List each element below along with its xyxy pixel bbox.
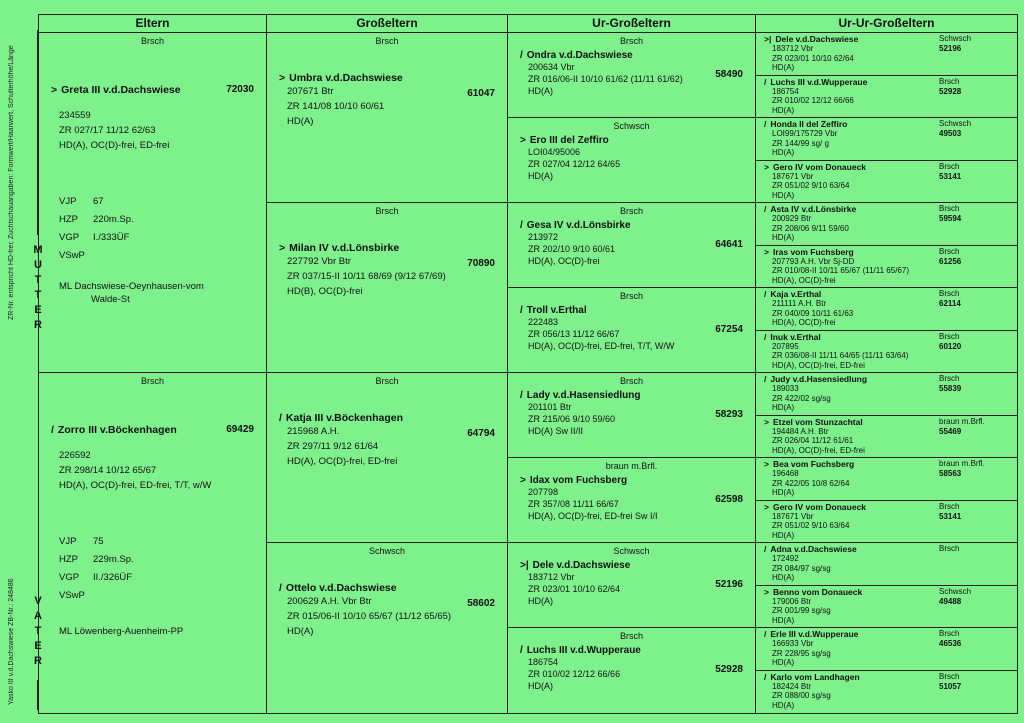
side-letter: T — [34, 625, 42, 637]
link-arrow-icon: / — [520, 645, 523, 656]
grandparent — [267, 33, 508, 203]
detail-line: ZR 010/02 12/12 66/66 — [772, 96, 854, 105]
registry-number: 58293 — [715, 409, 743, 420]
detail-line: 182424 Btr — [772, 681, 812, 691]
detail-line: 200929 Btr — [772, 214, 812, 223]
detail-line: ZR 088/00 sg/sg — [772, 691, 831, 700]
link-arrow-icon: > — [764, 161, 769, 172]
detail-line: ZR 016/06-II 10/10 61/62 (11/11 61/62) — [528, 74, 683, 84]
trial-row — [59, 587, 134, 605]
detail-line: 201101 Btr — [528, 402, 572, 412]
detail-line: 207793 A.H. Vbr Sj-DD — [772, 256, 855, 266]
trial-name: VJP — [59, 536, 77, 547]
detail-line: 166933 Vbr — [772, 639, 814, 648]
coat-color: Schwsch — [939, 119, 972, 128]
side-note-bottom: Yasko III v.d.Dachswiese ZB-Nr.: 248486 — [8, 578, 15, 705]
trial-name: VSwP — [59, 250, 85, 261]
side-letter: R — [34, 319, 42, 331]
detail-line: HD(A), OC(D)-frei, ED-frei — [59, 140, 170, 151]
trial-name: VGP — [59, 232, 80, 243]
link-arrow-icon: > — [764, 459, 769, 469]
great-great-grandparent — [756, 628, 1017, 671]
detail-line: ZR 051/02 9/10 63/64 — [772, 181, 850, 190]
trial-value: II./326ÜF — [93, 572, 133, 583]
dog-name — [520, 305, 755, 316]
dog-name — [520, 390, 755, 401]
great-great-grandparent — [756, 76, 1017, 119]
trial-name: HZP — [59, 214, 78, 225]
dog-name-text: Umbra v.d.Dachswiese — [289, 72, 403, 84]
dog-name — [520, 645, 755, 656]
detail-line: HD(A), OC(D)-frei, ED-frei Sw I/I — [528, 511, 658, 521]
coat-color: Brsch — [619, 376, 643, 386]
registry-number: 62114 — [939, 299, 961, 308]
dog-name-text: Karlo vom Landhagen — [770, 671, 860, 682]
registry-number: 52196 — [939, 44, 962, 53]
dog-name — [279, 72, 507, 84]
trial-value: 75 — [93, 536, 104, 547]
detail-line: ZR 422/05 10/8 62/64 — [772, 478, 850, 488]
detail-line: 196468 — [772, 469, 799, 478]
detail-line: ZR 141/08 10/10 60/61 — [287, 101, 385, 112]
detail-line: ZR 027/17 11/12 62/63 — [59, 125, 156, 136]
registry-number: 67254 — [715, 324, 743, 335]
detail-line: HD(A), OC(D)-frei, ED-frei — [287, 456, 398, 467]
detail-line: HD(A) — [772, 658, 795, 667]
coat-color: Brsch — [939, 76, 960, 86]
dog-name-text: Iras vom Fuchsberg — [772, 246, 854, 257]
link-arrow-icon: / — [764, 289, 767, 299]
link-arrow-icon: > — [279, 242, 286, 254]
detail-line: HD(A) — [528, 171, 553, 181]
great-grandparent — [508, 118, 756, 203]
detail-line: ZR 027/04 12/12 64/65 — [528, 159, 621, 169]
detail-line: ZR 298/14 10/12 65/67 — [59, 465, 157, 476]
trial-row — [59, 193, 134, 211]
dog-name-text: Benno vom Donaueck — [772, 586, 863, 597]
great-grandparent — [508, 543, 756, 628]
detail-line: ZR 208/06 9/11 59/60 — [772, 223, 849, 233]
detail-line: HD(A) — [772, 530, 795, 540]
detail-line: 194484 A.H. Btr — [772, 426, 829, 436]
detail-line: ZR 056/13 11/12 66/67 — [528, 329, 620, 339]
dog-name-text: Milan IV v.d.Lönsbirke — [289, 242, 400, 254]
coat-color: Schwsch — [613, 121, 650, 131]
coat-color: Brsch — [375, 376, 399, 386]
detail-line: LOI04/95006 — [528, 147, 581, 157]
breed-line-text: ML Löwenberg-Auenheim-PP — [59, 626, 184, 637]
detail-line: ZR 026/04 11/12 61/61 — [772, 436, 854, 445]
coat-color: Schwsch — [368, 546, 405, 556]
detail-line: ZR 051/02 9/10 63/64 — [772, 521, 850, 530]
dog-name — [520, 560, 755, 571]
detail-line: ZR 144/99 sg/ g — [772, 138, 829, 148]
grandparent — [267, 543, 508, 713]
great-great-grandparent — [756, 501, 1017, 544]
detail-line: HD(A) — [772, 615, 795, 625]
great-great-grandparent — [756, 203, 1017, 246]
dog-name-text: Greta III v.d.Dachswiese — [61, 84, 181, 96]
trial-row — [59, 229, 134, 247]
dog-name-text: Luchs III v.d.Wupperaue — [770, 76, 868, 87]
link-arrow-icon: >| — [520, 560, 529, 571]
great-grandparent — [508, 203, 756, 288]
dog-name — [279, 242, 507, 254]
detail-line: HD(A) Sw II/II — [528, 426, 584, 436]
column-header: Ur-Ur-Großeltern — [756, 15, 1017, 33]
coat-color: Schwsch — [613, 546, 650, 556]
registry-number: 61047 — [467, 88, 495, 99]
coat-color: braun m.Brfl. — [605, 461, 658, 471]
dog-name — [279, 582, 507, 594]
coat-color: Brsch — [939, 671, 960, 681]
coat-color: Brsch — [619, 631, 643, 641]
detail-line: 183712 Vbr — [772, 44, 814, 53]
detail-line: ZR 010/02 12/12 66/66 — [528, 669, 621, 679]
coat-color: Schwsch — [939, 586, 972, 596]
dog-name-text: Troll v.Erthal — [526, 305, 587, 316]
detail-line: HD(A) — [287, 116, 314, 127]
dog-name-text: Gero IV vom Donaueck — [772, 501, 867, 512]
detail-line: ZR 215/06 9/10 59/60 — [528, 414, 616, 424]
side-note-top: ZR-Nr. entspricht HD-frei; Zuchtschauangaben: Formwert/Haarwert, Schulterhöhe/Länge — [8, 45, 15, 320]
detail-line: 172492 — [772, 554, 799, 563]
coat-color: Brsch — [939, 501, 960, 511]
detail-line: HD(A) — [528, 681, 553, 691]
coat-color: Brsch — [939, 204, 960, 213]
link-arrow-icon: > — [520, 475, 526, 486]
detail-line: 189033 — [772, 384, 799, 393]
grandparent — [267, 373, 508, 543]
trial-row — [59, 569, 134, 587]
detail-line: 187671 Vbr — [772, 171, 814, 181]
side-letter: U — [34, 259, 42, 271]
coat-color: Brsch — [619, 36, 643, 46]
breed-line-text: Walde-St — [91, 294, 130, 305]
detail-line: HD(A) — [772, 148, 795, 157]
side-letter: T — [34, 289, 42, 301]
coat-color: Brsch — [619, 206, 643, 216]
great-great-grandparent — [756, 586, 1017, 629]
detail-line: HD(A), OC(D)-frei, ED-frei, T/T, w/W — [59, 480, 212, 491]
trial-value: 220m.Sp. — [93, 214, 134, 225]
great-great-grandparent — [756, 33, 1017, 76]
detail-line: 222483 — [528, 317, 559, 327]
dog-name-text: Erle III v.d.Wupperaue — [770, 629, 859, 639]
detail-line: ZR 015/06-II 10/10 65/67 (11/12 65/65) — [287, 611, 452, 622]
trial-results — [59, 533, 134, 605]
detail-line: ZR 023/01 10/10 62/64 — [772, 53, 854, 63]
registry-number: 58490 — [715, 69, 743, 80]
detail-line: HD(A) — [772, 233, 795, 242]
dog-name-text: Gesa IV v.d.Lönsbirke — [526, 220, 631, 231]
detail-line: HD(A) — [528, 596, 553, 606]
great-great-grandparent — [756, 671, 1017, 714]
link-arrow-icon: / — [764, 331, 767, 342]
link-arrow-icon: > — [764, 501, 769, 512]
pedigree-table — [38, 14, 1018, 714]
coat-color: braun m.Brfl. — [939, 416, 985, 426]
coat-color: Brsch — [140, 36, 164, 46]
link-arrow-icon: > — [51, 84, 58, 96]
detail-line: ZR 037/15-II 10/11 68/69 (9/12 67/69) — [287, 271, 446, 282]
detail-line: HD(A), OC(D)-frei — [772, 275, 836, 285]
dog-name-text: Bea vom Fuchsberg — [772, 459, 855, 469]
dog-name-text: Adna v.d.Dachswiese — [770, 544, 857, 554]
detail-line: HD(A) — [772, 403, 795, 412]
dog-details — [39, 108, 266, 153]
dog-name-text: Etzel vom Stunzachtal — [772, 416, 863, 427]
trial-name: VGP — [59, 572, 80, 583]
detail-line: ZR 040/09 10/11 61/63 — [772, 308, 854, 318]
great-great-grandparent — [756, 458, 1017, 501]
detail-line: ZR 023/01 10/10 62/64 — [528, 584, 621, 594]
detail-line: HD(A), OC(D)-frei, ED-frei — [772, 445, 865, 455]
dog-name-text: Dele v.d.Dachswiese — [775, 34, 859, 44]
detail-line: 207895 — [772, 341, 799, 351]
great-great-grandparent — [756, 543, 1017, 586]
detail-line: 207798 — [528, 487, 559, 497]
detail-line: HD(A), OC(D)-frei, ED-frei — [772, 360, 865, 370]
detail-line: HD(A), OC(D)-frei — [772, 318, 836, 327]
dog-name-text: Luchs III v.d.Wupperaue — [526, 645, 641, 656]
trial-value: 67 — [93, 196, 104, 207]
link-arrow-icon: / — [764, 671, 767, 682]
link-arrow-icon: / — [520, 305, 523, 316]
trial-name: VSwP — [59, 590, 85, 601]
detail-line: ZR 357/08 11/11 66/67 — [528, 499, 619, 509]
registry-number: 46536 — [939, 639, 962, 648]
great-great-grandparent — [756, 331, 1017, 374]
dog-name — [279, 412, 507, 424]
registry-number: 62598 — [715, 494, 743, 505]
registry-number: 52928 — [715, 664, 743, 675]
dog-name-text: Dele v.d.Dachswiese — [532, 560, 631, 571]
coat-color: Schwsch — [939, 34, 972, 43]
great-grandparent — [508, 288, 756, 373]
dog-name-text: Ero III del Zeffiro — [529, 135, 609, 146]
registry-number: 55469 — [939, 426, 962, 436]
great-great-grandparent — [756, 416, 1017, 459]
great-great-grandparent — [756, 161, 1017, 204]
trial-name: VJP — [59, 196, 77, 207]
detail-line: 183712 Vbr — [528, 572, 575, 582]
column-header: Eltern — [39, 15, 267, 33]
registry-number: 55839 — [939, 384, 962, 393]
detail-line: ZR 084/97 sg/sg — [772, 563, 831, 573]
parent-mother — [39, 33, 267, 373]
link-arrow-icon: > — [764, 246, 769, 257]
link-arrow-icon: > — [764, 586, 769, 597]
detail-line: 207671 Btr — [287, 86, 334, 97]
great-great-grandparent — [756, 288, 1017, 331]
coat-color: Brsch — [140, 376, 164, 386]
dog-name — [520, 50, 755, 61]
dog-details — [39, 448, 266, 493]
great-grandparent — [508, 458, 756, 543]
link-arrow-icon: / — [279, 412, 282, 424]
detail-line: HD(A) — [772, 63, 795, 72]
dog-name — [520, 475, 755, 486]
registry-number: 52928 — [939, 86, 962, 96]
detail-line: 211111 A.H. Btr — [772, 299, 827, 308]
registry-number: 64641 — [715, 239, 743, 250]
link-arrow-icon: / — [520, 220, 523, 231]
detail-line: ZR 228/95 sg/sg — [772, 648, 831, 658]
detail-line: 234559 — [59, 110, 91, 121]
side-letter: E — [34, 640, 42, 652]
side-letter: T — [34, 274, 42, 286]
coat-color: Brsch — [939, 331, 960, 341]
great-grandparent — [508, 373, 756, 458]
registry-number: 53141 — [939, 171, 962, 181]
breed-line — [59, 625, 183, 638]
detail-line: HD(A) — [772, 700, 795, 710]
detail-line: ZR 297/11 9/12 61/64 — [287, 441, 379, 452]
coat-color: Brsch — [939, 246, 960, 256]
detail-line: HD(A) — [772, 488, 795, 497]
registry-number: 61256 — [939, 256, 962, 266]
link-arrow-icon: / — [764, 544, 767, 554]
detail-line: ZR 001/99 sg/sg — [772, 606, 831, 615]
side-letter: V — [34, 595, 42, 607]
link-arrow-icon: / — [764, 629, 767, 639]
detail-line: 187671 Vbr — [772, 511, 814, 521]
great-grandparent — [508, 628, 756, 713]
great-great-grandparent — [756, 373, 1017, 416]
detail-line: 200634 Vbr — [528, 62, 575, 72]
dog-name — [520, 220, 755, 231]
detail-line: HD(A) — [287, 626, 314, 637]
link-arrow-icon: / — [764, 76, 767, 87]
coat-color: Brsch — [939, 161, 960, 171]
registry-number: 49488 — [939, 596, 962, 606]
coat-color: braun m.Brfl. — [939, 459, 985, 468]
detail-line: 227792 Vbr Btr — [287, 256, 351, 267]
coat-color: Brsch — [939, 629, 960, 638]
detail-line: ZR 202/10 9/10 60/61 — [528, 244, 616, 254]
link-arrow-icon: > — [279, 72, 286, 84]
link-arrow-icon: / — [764, 204, 767, 214]
dog-name-text: Gero IV vom Donaueck — [772, 161, 867, 172]
dog-name-text: Asta IV v.d.Lönsbirke — [770, 204, 857, 214]
detail-line: HD(A) — [772, 190, 795, 200]
coat-color: Brsch — [619, 291, 643, 301]
trial-value: 229m.Sp. — [93, 554, 134, 565]
link-arrow-icon: / — [520, 390, 523, 401]
detail-line: HD(A), OC(D)-frei, ED-frei, T/T, W/W — [528, 341, 675, 351]
trial-results — [59, 193, 134, 265]
side-letter: R — [34, 655, 42, 667]
coat-color: Brsch — [375, 36, 399, 46]
great-grandparent — [508, 33, 756, 118]
registry-number: 53141 — [939, 511, 962, 521]
column-header: Ur-Großeltern — [508, 15, 756, 33]
side-letter: E — [34, 304, 42, 316]
detail-line: LOI99/175729 Vbr — [772, 129, 838, 138]
detail-line: 213972 — [528, 232, 559, 242]
trial-row — [59, 533, 134, 551]
detail-line: HD(A) — [772, 105, 795, 115]
grandparent — [267, 203, 508, 373]
registry-number: 58602 — [467, 598, 495, 609]
dog-name-text: Zorro III v.Böckenhagen — [57, 424, 177, 436]
great-great-grandparent — [756, 118, 1017, 161]
side-letter: A — [34, 610, 42, 622]
detail-line: 179006 Btr — [772, 596, 812, 606]
dog-name-text: Judy v.d.Hasensiedlung — [770, 374, 868, 384]
breed-line — [59, 280, 204, 306]
dog-name-text: Lady v.d.Hasensiedlung — [526, 390, 641, 401]
detail-line: ZR 010/08-II 10/11 65/67 (11/11 65/67) — [772, 266, 909, 275]
dog-name-text: Inuk v.Erthal — [770, 331, 821, 342]
coat-color: Brsch — [375, 206, 399, 216]
registry-number: 69429 — [226, 424, 254, 435]
dog-name-text: Katja III v.Böckenhagen — [285, 412, 404, 424]
link-arrow-icon: / — [764, 374, 767, 384]
column-header: Großeltern — [267, 15, 508, 33]
dog-name — [520, 135, 755, 146]
detail-line: ZR 036/08-II 11/11 64/65 (11/11 63/64) — [772, 351, 909, 360]
link-arrow-icon: / — [279, 582, 282, 594]
detail-line: HD(A), OC(D)-frei — [528, 256, 600, 266]
detail-line: 226592 — [59, 450, 91, 461]
link-arrow-icon: > — [520, 135, 526, 146]
registry-number: 52196 — [715, 579, 743, 590]
detail-line: 215968 A.H. — [287, 426, 340, 437]
breed-line-text: ML Dachswiese-Oeynhausen-vom — [59, 281, 204, 292]
registry-number: 58563 — [939, 469, 962, 478]
link-arrow-icon: / — [764, 119, 767, 129]
registry-number: 64794 — [467, 428, 495, 439]
dog-name-text: Idax vom Fuchsberg — [529, 475, 628, 486]
trial-row — [59, 247, 134, 265]
registry-number: 70890 — [467, 258, 495, 269]
dog-name-text: Kaja v.Erthal — [770, 289, 822, 299]
great-great-grandparent — [756, 246, 1017, 289]
trial-value: I./333ÜF — [93, 232, 130, 243]
coat-color: Brsch — [939, 289, 960, 298]
trial-row — [59, 211, 134, 229]
dog-name-text: Ondra v.d.Dachswiese — [526, 50, 633, 61]
link-arrow-icon: / — [520, 50, 523, 61]
coat-color: Brsch — [939, 544, 960, 553]
side-letter: M — [33, 244, 43, 256]
trial-row — [59, 551, 134, 569]
link-arrow-icon: / — [51, 424, 54, 436]
link-arrow-icon: > — [764, 416, 769, 427]
coat-color: Brsch — [939, 374, 960, 383]
registry-number: 49503 — [939, 129, 962, 138]
registry-number: 60120 — [939, 341, 962, 351]
registry-number: 51057 — [939, 681, 962, 691]
parent-father — [39, 373, 267, 713]
dog-name-text: Ottelo v.d.Dachswiese — [285, 582, 397, 594]
registry-number: 59594 — [939, 214, 962, 223]
detail-line: 200629 A.H. Vbr Btr — [287, 596, 372, 607]
detail-line: ZR 422/02 sg/sg — [772, 393, 831, 403]
dog-name-text: Honda II del Zeffiro — [770, 119, 848, 129]
trial-name: HZP — [59, 554, 78, 565]
detail-line: 186754 — [772, 86, 799, 96]
detail-line: HD(A) — [528, 86, 553, 96]
detail-line: 186754 — [528, 657, 559, 667]
link-arrow-icon: >| — [764, 34, 772, 44]
detail-line: HD(A) — [772, 573, 795, 582]
registry-number: 72030 — [226, 84, 254, 95]
detail-line: HD(B), OC(D)-frei — [287, 286, 363, 297]
